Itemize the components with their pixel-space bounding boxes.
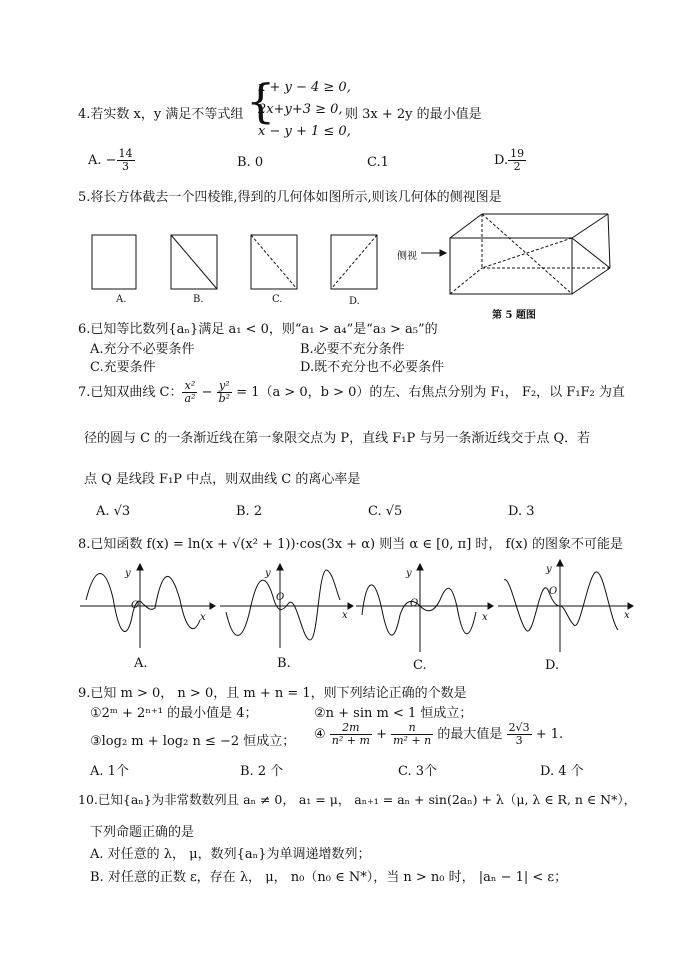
q9-option-d: D. 4 个 bbox=[540, 764, 584, 779]
q8-d-x-label: x bbox=[624, 610, 630, 621]
q4-ineq-2: 2x+y+3 ≥ 0, bbox=[258, 102, 343, 117]
q8-graph-c bbox=[356, 564, 493, 652]
q6-stem: 6.已知等比数列{aₙ}满足 a₁ < 0，则“a₁ > a₄”是“a₃ > a₅”的 bbox=[78, 322, 438, 337]
q9-statement-2: ②n + sin m < 1 恒成立； bbox=[314, 706, 473, 721]
q7-line-3: 点 Q 是线段 F₁P 中点，则双曲线 C 的离心率是 bbox=[84, 472, 361, 487]
q6-option-a: A.充分不必要条件 bbox=[90, 342, 195, 357]
q4-ineq-3: x − y + 1 ≤ 0, bbox=[258, 124, 351, 139]
q8-a-y-label: y bbox=[125, 568, 131, 579]
q7-line-2: 径的圆与 C 的一条渐近线在第一象限交点为 P，直线 F₁P 与另一条渐近线交于点 Q．若 bbox=[84, 431, 591, 446]
q8-a-origin: O bbox=[131, 600, 140, 611]
q10-option-a: A. 对任意的 λ， μ，数列{aₙ}为单调递增数列； bbox=[90, 847, 371, 862]
q8-stem: 8.已知函数 f(x) = ln(x + √(x² + 1))·cos(3x + α) 则当 α ∈ [0, π] 时， f(x) 的图象不可能是 bbox=[78, 537, 623, 552]
q8-graph-a bbox=[80, 564, 215, 648]
q8-c-y-label: y bbox=[406, 568, 412, 579]
q8-label-a: A. bbox=[134, 656, 148, 671]
q6-option-b: B.必要不充分条件 bbox=[300, 342, 405, 357]
q8-b-x-label: x bbox=[342, 610, 348, 621]
q8-d-y-label: y bbox=[546, 564, 552, 575]
q8-label-c: C. bbox=[413, 658, 427, 673]
q4-option-a: A. − $\frac{14}{3}$ bbox=[88, 147, 133, 173]
q9-option-a: A. 1个 bbox=[90, 764, 129, 779]
q9-statement-1: ①2ᵐ + 2ⁿ⁺¹ 的最小值是 4； bbox=[90, 706, 258, 721]
q4-tail: 则 3x + 2y 的最小值是 bbox=[345, 107, 482, 122]
q7-stem: 7.已知双曲线 C： $\frac{\text{x²}}{\text{a²}}$ − $\frac{\text{y²}}{\text{b²}}$ = 1（a > 0，b > 0）的左、右焦点分别为 F₁， F₂，以 F₁F₂ 为直 bbox=[78, 379, 625, 405]
q7-option-b: B. 2 bbox=[236, 504, 263, 519]
q4-option-c: C.1 bbox=[367, 155, 389, 170]
q4-option-b: B. 0 bbox=[237, 155, 264, 170]
q8-label-d: D. bbox=[545, 658, 560, 673]
q8-d-origin: O bbox=[549, 586, 558, 597]
q8-c-x-label: x bbox=[482, 612, 488, 623]
q9-statement-3: ③log₂ m + log₂ n ≤ −2 恒成立； bbox=[90, 734, 296, 749]
q5-label-b: B. bbox=[193, 294, 204, 305]
q4-stem: 4.若实数 x，y 满足不等式组 bbox=[78, 107, 244, 122]
q8-b-origin: O bbox=[276, 592, 285, 603]
q9-statement-4: ④ $\frac{2m}{\text{n² + m}}$ + $\frac{n}{\text{m² + n}}$ 的最大值是 $\frac{2√3}{3}$ + 1. bbox=[314, 721, 564, 747]
q9-option-b: B. 2 个 bbox=[240, 764, 284, 779]
q5-stem: 5.将长方体截去一个四棱锥,得到的几何体如图所示,则该几何体的侧视图是 bbox=[78, 190, 502, 205]
q10-option-b: B. 对任意的正数 ε，存在 λ， μ， n₀（n₀ ∈ N*），当 n > n₀ 时， |aₙ − 1| < ε； bbox=[90, 870, 568, 885]
q5-label-c: C. bbox=[272, 294, 283, 305]
q7-option-a: A. √3 bbox=[96, 504, 131, 519]
q4-brace: { bbox=[246, 74, 276, 128]
q4-ineq-1: x + y − 4 ≥ 0, bbox=[258, 80, 351, 95]
q8-a-x-label: x bbox=[200, 612, 206, 623]
q7-option-c: C. √5 bbox=[368, 504, 403, 519]
q8-c-origin: O bbox=[410, 598, 419, 609]
q8-label-b: B. bbox=[277, 656, 291, 671]
q8-b-y-label: y bbox=[265, 568, 271, 579]
q8-graph-b bbox=[220, 564, 353, 648]
q5-view-label: 侧视 bbox=[397, 251, 417, 262]
q10-stem: 10.已知{aₙ}为非常数数列且 aₙ ≠ 0， a₁ = μ， aₙ₊₁ = aₙ + sin(2aₙ) + λ（μ, λ ∈ R, n ∈ N*）， bbox=[78, 792, 637, 807]
q8-graph-d bbox=[498, 560, 633, 652]
q9-option-c: C. 3个 bbox=[398, 764, 438, 779]
q6-option-d: D.既不充分也不必要条件 bbox=[300, 360, 445, 375]
q10-line-2: 下列命题正确的是 bbox=[90, 825, 195, 840]
q7-option-d: D. 3 bbox=[508, 504, 535, 519]
q5-label-a: A. bbox=[116, 294, 127, 305]
q9-stem: 9.已知 m > 0， n > 0，且 m + n = 1，则下列结论正确的个数是 bbox=[78, 686, 467, 701]
q4-option-d: D. $\frac{19}{2}$ bbox=[494, 147, 525, 173]
q6-option-c: C.充要条件 bbox=[90, 360, 156, 375]
q5-figure-caption: 第 5 题图 bbox=[492, 310, 536, 321]
q5-label-d: D. bbox=[349, 296, 360, 307]
